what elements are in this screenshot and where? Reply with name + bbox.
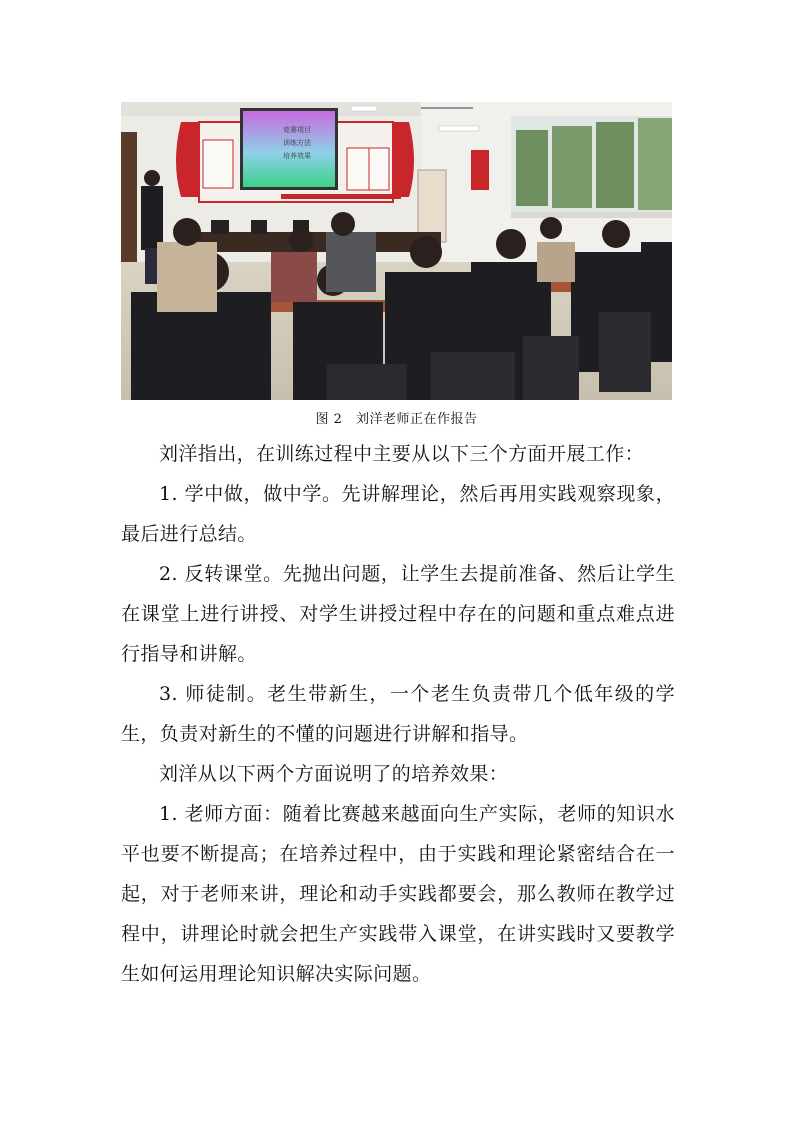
paragraph-teacher-effect: 1. 老师方面：随着比赛越来越面向生产实际，老师的知识水平也要不断提高；在培养过程中，由于实践和理论紧密结合在一起，对于老师来讲，理论和动手实践都要会，那么教师在教学过程中，讲理论时就会把生产实践带入课堂，在讲实践时又要教学生如何运用理论知识解决实际问题。 [121,803,675,985]
screen-item-3: 培养效果 [283,152,311,160]
paragraph-point-2: 2. 反转课堂。先抛出问题，让学生去提前准备、然后让学生在课堂上进行讲授、对学生讲授过程中存在的问题和重点难点进行指导和讲解。 [121,563,675,665]
screen-item-1: 竞赛项目 [283,126,311,134]
paragraph-intro: 刘洋指出，在训练过程中主要从以下三个方面开展工作： [159,443,645,465]
screen-items [283,124,311,163]
paragraph-point-1: 1. 学中做，做中学。先讲解理论，然后再用实践观察现象，最后进行总结。 [121,483,675,545]
paragraph-point-3: 3. 师徒制。老生带新生，一个老生负责带几个低年级的学生，负责对新生的不懂的问题进行讲解和指导。 [121,683,675,745]
figure-caption: 图 2 刘洋老师正在作报告 [315,412,478,427]
meeting-photo [121,102,672,400]
screen-item-2: 训练方法 [283,139,311,147]
paragraph-effects-intro: 刘洋从以下两个方面说明了的培养效果： [159,763,509,785]
